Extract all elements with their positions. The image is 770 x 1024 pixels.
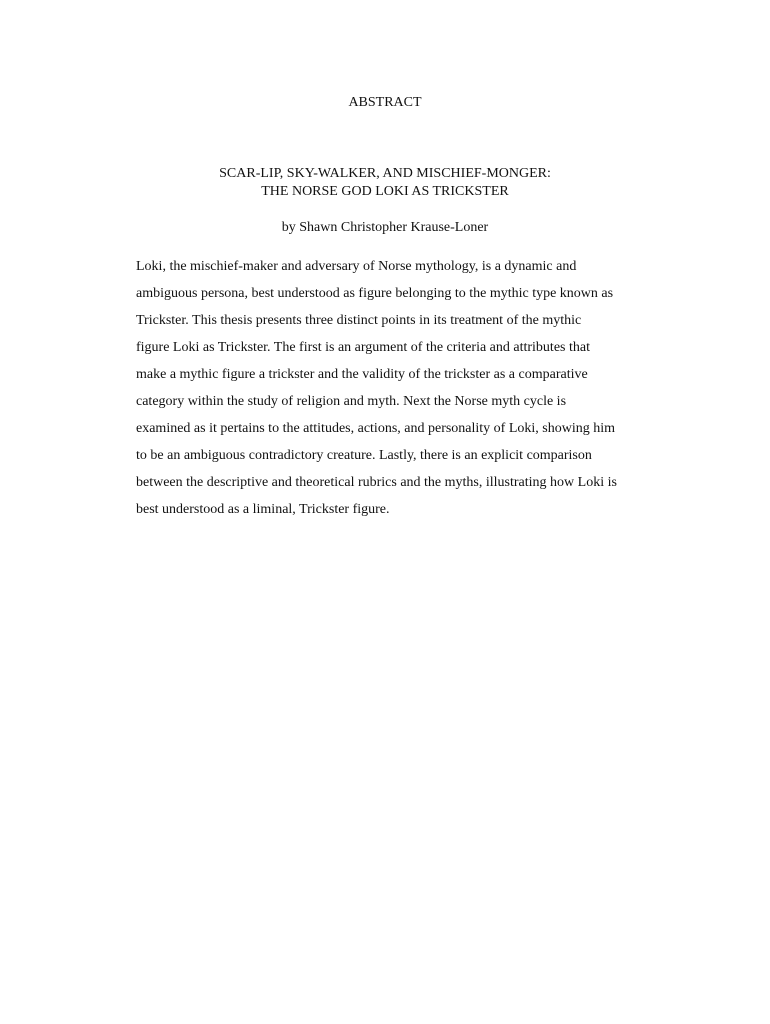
abstract-body [136, 253, 666, 523]
abstract-line: examined as it pertains to the attitudes, actions, and personality of Loki, showing him [136, 421, 616, 436]
abstract-line: best understood as a liminal, Trickster figure. [136, 502, 390, 517]
abstract-line: category within the study of religion and myth. Next the Norse myth cycle is [136, 394, 567, 409]
abstract-line: figure Loki as Trickster. The first is an argument of the criteria and attributes that [136, 340, 590, 355]
abstract-line: between the descriptive and theoretical rubrics and the myths, illustrating how Loki is [136, 475, 617, 490]
title-line: THE NORSE GOD LOKI AS TRICKSTER [261, 184, 509, 199]
abstract-line: Loki, the mischief-maker and adversary of Norse mythology, is a dynamic and [136, 259, 577, 274]
abstract-line: Trickster. This thesis presents three distinct points in its treatment of the mythic [136, 313, 582, 328]
abstract-line: ambiguous persona, best understood as figure belonging to the mythic type known as [136, 286, 614, 301]
author-line: by Shawn Christopher Krause-Loner [281, 220, 489, 235]
thesis-title [0, 165, 770, 201]
title-line: SCAR-LIP, SKY-WALKER, AND MISCHIEF-MONGER: [219, 166, 551, 181]
abstract-line: make a mythic figure a trickster and the validity of the trickster as a comparative [136, 367, 588, 382]
abstract-heading: ABSTRACT [348, 95, 422, 110]
abstract-line: to be an ambiguous contradictory creature. Lastly, there is an explicit comparison [136, 448, 592, 463]
